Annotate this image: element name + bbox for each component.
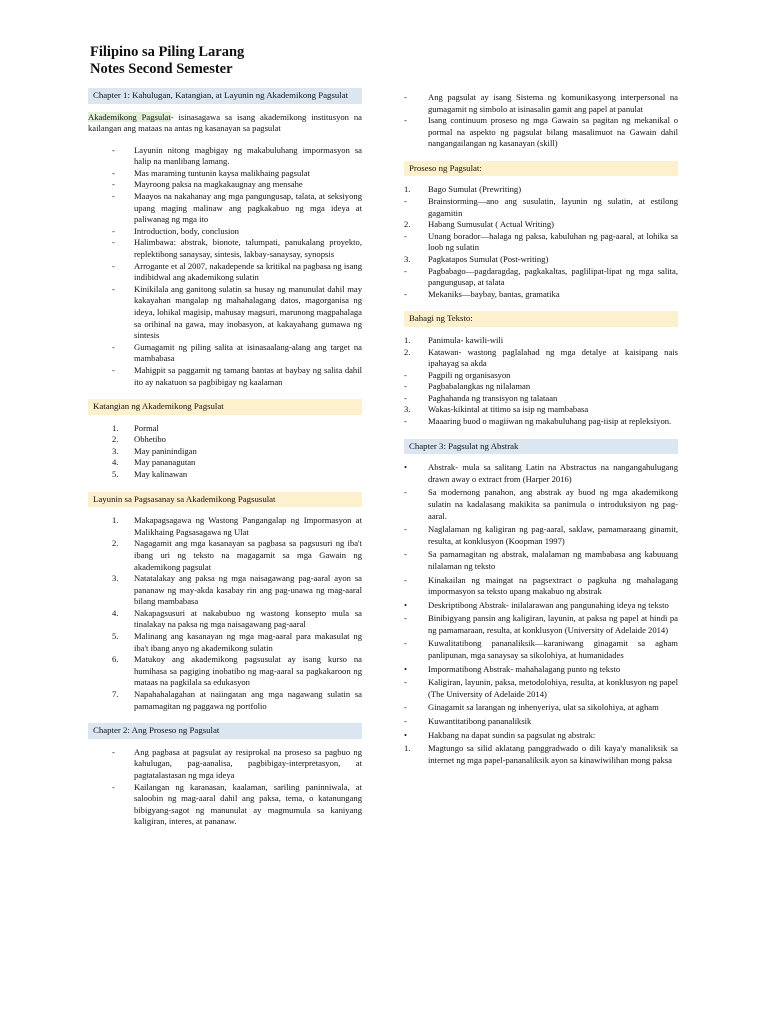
bahagi-heading: Bahagi ng Teksto: [404, 311, 678, 327]
list-marker: 2. [112, 538, 119, 549]
list-item-text: Introduction, body, conclusion [134, 225, 239, 236]
list-marker: 7. [112, 689, 119, 700]
list-item [404, 92, 678, 115]
list-item-text: Sa pamamagitan ng abstrak, malalaman ng mambabasa ang kabuuang nilalaman ng teksto [428, 549, 678, 571]
list-item [88, 457, 362, 469]
list-item-text: Napahahalagahan at naiingatan ang mga nagawang sulatin sa pamamagitan ng paggawa ng portfolio [134, 689, 362, 711]
list-marker: - [404, 196, 407, 207]
list-item-text: Magtungo sa silid aklatang panggradwado o dili kaya'y manaliksik sa internet ng mga papel-pananaliksik ayon sa kinawiwilihan mong paksa [428, 743, 678, 765]
list-marker: - [404, 288, 407, 299]
list-marker: - [404, 702, 407, 713]
layunin-list [88, 515, 362, 712]
list-marker: • [404, 599, 408, 610]
list-item [88, 261, 362, 284]
list-marker: 2. [404, 219, 411, 230]
list-item [404, 219, 678, 231]
list-marker: 1. [404, 743, 411, 754]
list-item-text: May kalinawan [134, 469, 188, 480]
list-marker: 3. [404, 254, 411, 265]
list-item [404, 702, 678, 714]
chapter2-bullet-list [88, 747, 362, 828]
list-item-text: Ang pagsulat ay isang Sistema ng komunikasyong interpersonal na gumagamit ng simbolo at isinasalin gamit ang papel at panulat [428, 92, 678, 114]
proseso-list [404, 184, 678, 300]
list-marker: • [404, 462, 408, 473]
list-item [404, 393, 678, 405]
list-marker: - [112, 781, 115, 792]
list-item [404, 370, 678, 382]
definition-text: - isinasagawa sa isang akademikong institusyon na kailangan ang mataas na antas ng kasanayan sa pagsulat [88, 111, 362, 134]
list-item [88, 573, 362, 608]
list-item-text: Mahigpit sa paggamit ng tamang bantas at baybay ng salita dahil ito ay nakatuon sa pagbibigay ng kaalaman [134, 364, 362, 387]
list-marker: - [112, 746, 115, 757]
list-item [404, 381, 678, 393]
list-marker: • [404, 663, 408, 674]
list-item [404, 600, 678, 612]
list-item-text: Brainstorming—ano ang susulatin, layunin ng sulatin, at estilong gagamitin [428, 196, 678, 218]
list-item-text: Impormatibong Abstrak- mahahalagang punto ng teksto [428, 663, 621, 674]
list-item-text: Nakapagsusuri at nakabubuo ng wastong konsepto mula sa tinalakay na paksa ng mga naisagawang pag-aaral [134, 607, 362, 630]
list-item [88, 469, 362, 481]
list-marker: - [112, 167, 115, 178]
list-item-text: Pagbabalangkas ng nilalaman [428, 381, 531, 392]
list-marker: 6. [112, 654, 119, 665]
list-marker: - [112, 179, 115, 190]
list-item-text: Mas maraming tuntunin kaysa malikhaing pagsulat [134, 167, 310, 178]
right-column [404, 92, 678, 777]
list-marker: - [404, 574, 407, 585]
list-item [88, 434, 362, 446]
list-marker: - [112, 260, 115, 271]
list-marker: - [112, 191, 115, 202]
list-item-text: Pagkatapos Sumulat (Post-writing) [428, 254, 549, 265]
list-item [404, 184, 678, 196]
list-item-text: Layunin nitong magbigay ng makabuluhang impormasyon sa halip na manlibang lamang. [134, 144, 362, 167]
title-line-2: Notes Second Semester [90, 61, 233, 77]
list-item [404, 196, 678, 219]
bahagi-list [404, 335, 678, 428]
list-marker: 1. [404, 184, 411, 195]
left-column [88, 88, 362, 839]
list-item [88, 689, 362, 712]
list-item-text: Ginagamit sa larangan ng inhenyeriya, ulat sa sikolohiya, at agham [428, 702, 659, 713]
proseso-heading: Proseso ng Pagsulat: [404, 161, 678, 177]
list-item [88, 608, 362, 631]
list-item-text: Kuwalitatibong pananaliksik—karaniwang ginagamit sa agham panlipunan, mga sanaysay sa sikolohiya, at humanidades [428, 638, 678, 661]
list-item [88, 654, 362, 689]
list-item [404, 404, 678, 416]
list-marker: 3. [112, 445, 119, 456]
list-item-text: Mayroong paksa na magkakaugnay ang mensahe [134, 179, 303, 190]
document-title [90, 44, 244, 78]
list-item-text: Maayos na nakahanay ang mga pangungusap, talata, at seksiyong upang maging malinaw ang pagkakabuo ng mga ideya at paliwanag ng mga ito [134, 191, 362, 225]
list-marker: - [404, 265, 407, 276]
list-item [404, 416, 678, 428]
list-item [88, 446, 362, 458]
list-marker: - [404, 416, 407, 427]
list-item [88, 237, 362, 260]
list-marker: - [404, 487, 407, 498]
list-item [88, 538, 362, 573]
list-item-text: Matukoy ang akademikong pagsusulat ay isang kurso na humihasa sa pagiging inobatibo ng mag-aaral sa pagkakaroon ng mataas na pagkilala sa edukasyon [134, 654, 362, 688]
definition-paragraph [88, 112, 362, 135]
list-marker: - [112, 283, 115, 294]
list-item [88, 782, 362, 828]
list-item [404, 115, 678, 150]
list-item [404, 347, 678, 370]
chapter1-heading: Chapter 1: Kahulugan, Katangian, at Layunin ng Akademikong Pagsulat [88, 88, 362, 104]
chapter3-list [404, 462, 678, 766]
list-item [88, 168, 362, 180]
list-item-text: May paninindigan [134, 445, 197, 456]
katangian-heading: Katangian ng Akademikong Pagsulat [88, 399, 362, 415]
layunin-heading: Layunin sa Pagsasanay sa Akademikong Pagsusulat [88, 492, 362, 508]
list-item-text: Binibigyang pansin ang kaligiran, layunin, at paksa ng papel at hindi pa ng pamamaraan, resulta, at konklusyon (University of Adelaide 2014) [428, 613, 678, 635]
list-marker: - [404, 115, 407, 126]
list-marker: - [404, 392, 407, 403]
list-item [88, 179, 362, 191]
list-item [88, 284, 362, 342]
list-item-text: Makapagsagawa ng Wastong Pangangalap ng Impormasyon at Malikhaing Pagsasagawa ng Ulat [134, 515, 362, 537]
list-item-text: Natatalakay ang paksa ng mga naisagawang pag-aaral ayon sa pananaw ng may-akda kasabay rin ang pag-unawa ng mag-aaral bilang mambabasa [134, 573, 362, 607]
list-item-text: Ang pagbasa at pagsulat ay resiprokal na proseso sa pagbuo ng kahulugan, pag-aanalisa, pagbibigay-interpretasyon, at pagtatalastasan ng mga ideya [134, 746, 362, 780]
title-line-1: Filipino sa Piling Larang [90, 44, 245, 60]
list-item [404, 266, 678, 289]
list-marker: - [404, 369, 407, 380]
list-item [88, 145, 362, 168]
list-item-text: Bago Sumulat (Prewriting) [428, 184, 522, 195]
list-item [404, 524, 678, 547]
list-item [404, 254, 678, 266]
list-item [88, 631, 362, 654]
list-item-text: Kaligiran, layunin, paksa, metodolohiya, resulta, at konklusyon ng papel (The University of Adelaide 2014) [428, 677, 678, 699]
continued-bullet-list [404, 92, 678, 150]
list-item [88, 342, 362, 365]
list-item [404, 613, 678, 636]
chapter3-heading: Chapter 3: Pagsulat ng Abstrak [404, 439, 678, 455]
list-marker: - [404, 524, 407, 535]
list-item-text: Abstrak- mula sa salitang Latin na Abstractus na nangangahulugang drawn away o extract from (Harper 2016) [428, 462, 678, 484]
list-item [404, 462, 678, 485]
list-marker: • [404, 729, 408, 740]
list-marker: - [112, 364, 115, 375]
list-item-text: Nagagamit ang mga kasanayan sa pagbasa sa pagsusuri ng iba't ibang uri ng teksto na magagamit sa mga Gawain ng akademikong pagsulat [134, 538, 362, 572]
list-item [404, 716, 678, 728]
list-item-text: Unang borador—halaga ng paksa, kabuluhan ng pag-aaral, at lohika sa loob ng sulatin [428, 230, 678, 253]
list-marker: 1. [112, 515, 119, 526]
list-marker: 4. [112, 607, 119, 618]
list-marker: - [112, 341, 115, 352]
list-item [404, 549, 678, 572]
list-marker: 2. [112, 434, 119, 445]
list-item [404, 335, 678, 347]
list-marker: 1. [112, 422, 119, 433]
list-item [404, 231, 678, 254]
list-item [88, 747, 362, 782]
list-item-text: Hakbang na dapat sundin sa pagsulat ng abstrak: [428, 729, 596, 740]
list-item-text: Paghahanda ng transisyon ng talataan [428, 392, 558, 403]
list-item-text: Isang continuum proseso ng mga Gawain sa pagitan ng mekanikal o pormal na aspekto ng pagsulat bilang masalimuot na Gawain dahil nangangailangan ng kasanayan (skill) [428, 115, 678, 149]
list-item-text: Maaaring buod o magiiwan ng makabuluhang pag-iisip at repleksiyon. [428, 416, 672, 427]
list-item-text: Kuwantitatibong pananaliksik [428, 716, 532, 727]
list-marker: - [112, 144, 115, 155]
list-marker: - [404, 549, 407, 560]
chapter2-heading: Chapter 2: Ang Proseso ng Pagsulat [88, 723, 362, 739]
list-item-text: Katawan- wastong paglalahad ng mga detalye at kaisipang nais ipahayag sa akda [428, 346, 678, 369]
list-marker: - [404, 381, 407, 392]
list-item [88, 191, 362, 226]
list-item [404, 487, 678, 522]
list-marker: - [404, 92, 407, 102]
list-item-text: Sa modernong panahon, ang abstrak ay buod ng mga akademikong sulatin na kadalasang makikita sa panimula o introduksiyon ng pag-aaral. [428, 487, 678, 521]
list-marker: 3. [404, 404, 411, 415]
list-item-text: Kinakailan ng maingat na pagsextract o pagkuha ng mahalagang impormasyon sa teksto upang makabuo ng abstrak [428, 574, 678, 597]
list-marker: - [404, 638, 407, 649]
list-item-text: Habang Sumusulat ( Actual Writing) [428, 219, 554, 230]
list-item-text: Kailangan ng karanasan, kaalaman, sariling paninniwala, at saloobin ng mag-aaral dahil ang paksa, tema, o katanungang bibigyang-sagot ng manunulat ay magmumula sa kaniyang kaligiran, interes, at pananaw. [134, 781, 362, 827]
list-item-text: Naglalaman ng kaligiran ng pag-aaral, saklaw, pamamaraang ginamit, resulta, at konklusyon (Koopman 1997) [428, 524, 678, 546]
list-item [404, 743, 678, 766]
list-marker: - [112, 237, 115, 248]
list-item [404, 575, 678, 598]
list-item-text: Panimula- kawili-wili [428, 334, 504, 345]
list-item-text: Obhetibo [134, 434, 166, 445]
list-item [404, 677, 678, 700]
list-marker: - [404, 677, 407, 688]
list-marker: - [404, 230, 407, 241]
list-marker: 5. [112, 631, 119, 642]
list-marker: 5. [112, 469, 119, 480]
list-item-text: Kinikilala ang ganitong sulatin sa husay ng manunulat dahil may kakayahan mangalap ng mahahalagang datos, magorganisa ng ideya, lohikal magisip, mahusay magsuri, marunong magpahalaga sa orihinal na gawa, may inobasyon, at kakayahang gumawa ng sintesis [134, 283, 362, 341]
list-item-text: Arrogante et al 2007, nakadepende sa kritikal na pagbasa ng isang indibidwal ang akademikong sulatin [134, 260, 362, 283]
list-marker: 1. [404, 334, 411, 345]
list-item [88, 515, 362, 538]
list-item-text: Mekaniks—baybay, bantas, gramatika [428, 288, 560, 299]
list-item [404, 289, 678, 301]
list-item-text: Wakas-kikintal at titimo sa isip ng mambabasa [428, 404, 589, 415]
list-marker: 3. [112, 573, 119, 584]
list-item-text: May pananagutan [134, 457, 196, 468]
list-item [404, 664, 678, 676]
chapter1-bullet-list [88, 145, 362, 388]
definition-term: Akademikong Pagsulat [88, 111, 171, 122]
list-item [88, 365, 362, 388]
list-item-text: Malinang ang kasanayan ng mga mag-aaral para makasulat ng iba't ibang anyo ng akademikong sulatin [134, 631, 362, 653]
list-marker: - [404, 716, 407, 727]
list-item [88, 226, 362, 238]
list-item-text: Halimbawa: abstrak, bionote, talumpati, panukalang proyekto, replektibong sanaysay, sintesis, lakbay-sanaysay, synopsis [134, 237, 362, 260]
katangian-list [88, 423, 362, 481]
list-item-text: Pormal [134, 422, 159, 433]
list-item-text: Pagbabago—pagdaragdag, pagkakaltas, paglilipat-lipat ng mga salita, pangungusap, at talata [428, 265, 678, 288]
list-item [404, 638, 678, 661]
list-item [404, 730, 678, 742]
list-marker: - [112, 225, 115, 236]
list-item-text: Pagpili ng organisasyon [428, 369, 511, 380]
list-marker: 4. [112, 457, 119, 468]
list-marker: 2. [404, 346, 411, 357]
list-marker: - [404, 613, 407, 624]
list-item-text: Gumagamit ng piling salita at isinasaalang-alang ang target na mambabasa [134, 341, 362, 364]
list-item [88, 423, 362, 435]
list-item-text: Deskriptibong Abstrak- inilalarawan ang pangunahing ideya ng teksto [428, 599, 669, 610]
